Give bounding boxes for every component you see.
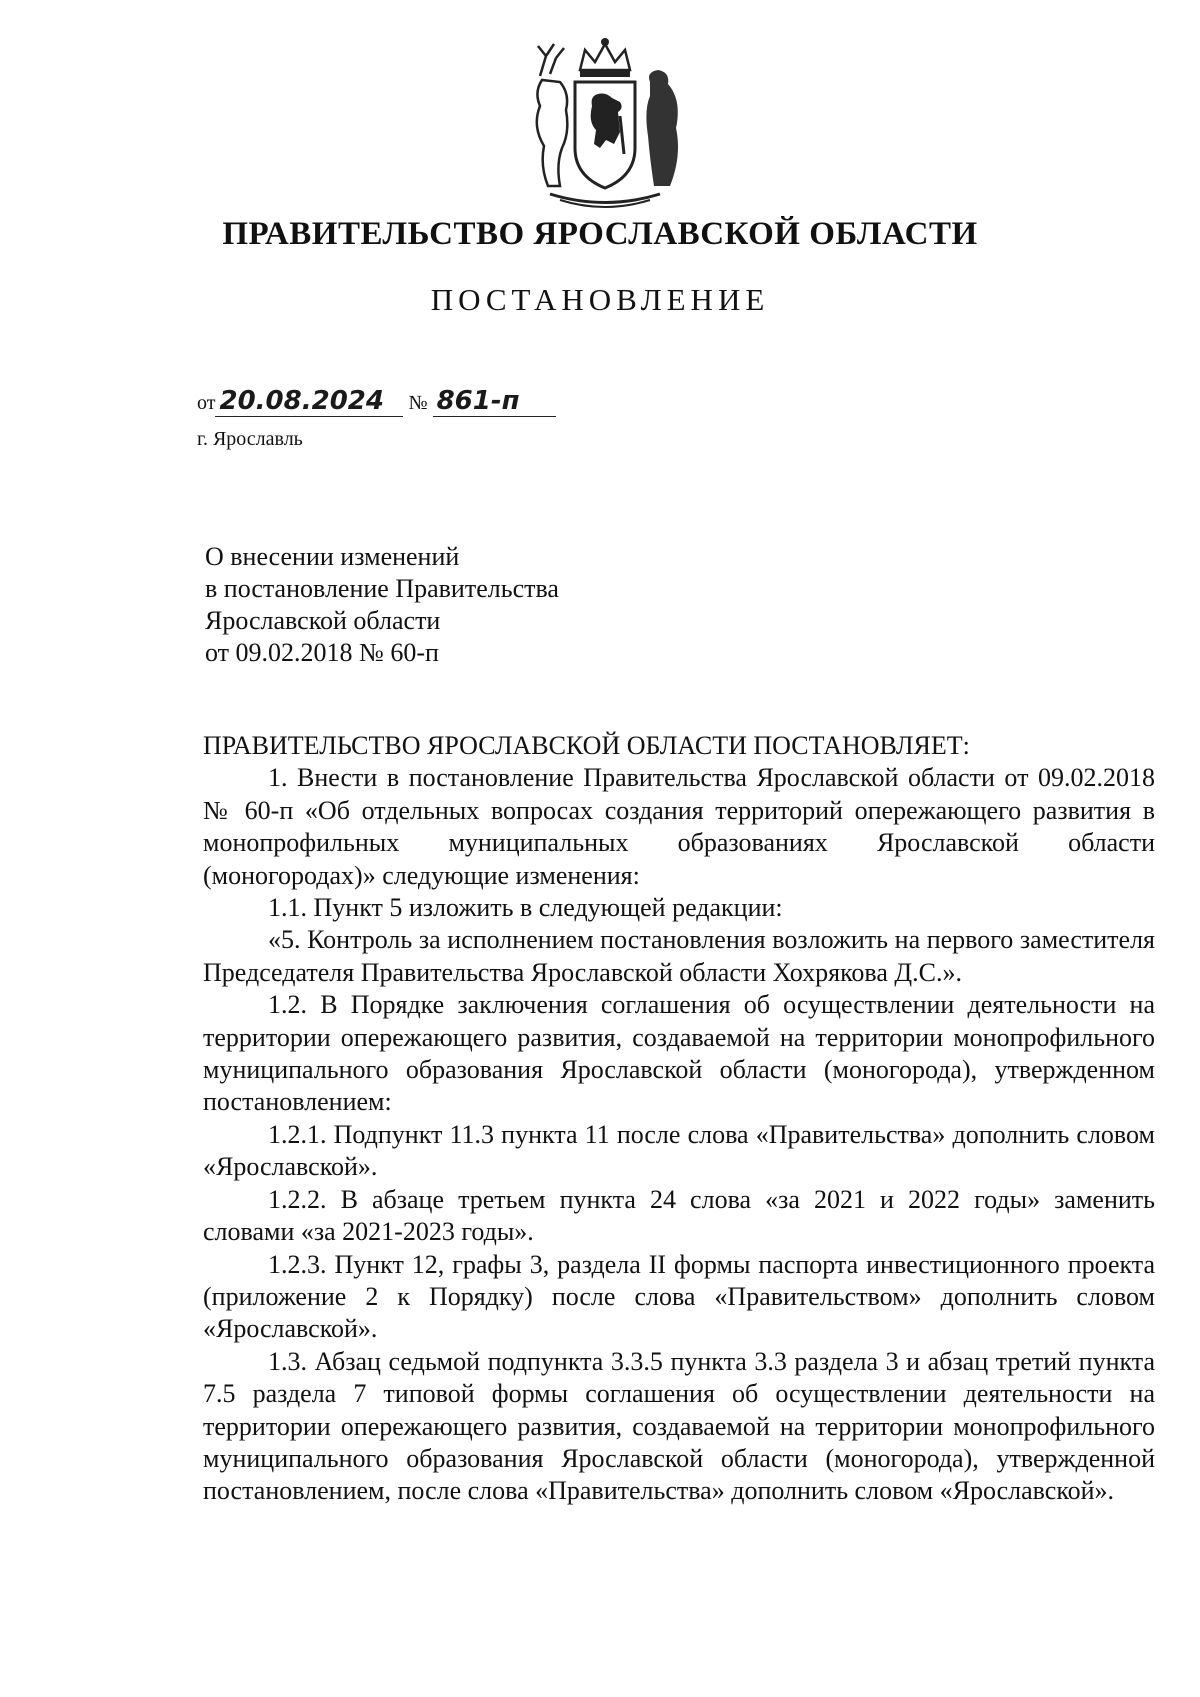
document-number: 861-п bbox=[433, 386, 556, 417]
paragraph-1-2-1: 1.2.1. Подпункт 11.3 пункта 11 после слова «Правительства» дополнить словом «Ярославской». bbox=[203, 1119, 1155, 1182]
government-title: ПРАВИТЕЛЬСТВО ЯРОСЛАВСКОЙ ОБЛАСТИ bbox=[222, 216, 978, 252]
subject-line: в постановление Правительства bbox=[205, 574, 559, 603]
document-subject bbox=[205, 541, 559, 669]
subject-line: Ярославской области bbox=[205, 606, 441, 635]
document-body bbox=[203, 730, 1155, 1508]
paragraph-1-2: 1.2. В Порядке заключения соглашения об осуществлении деятельности на территории опережающего развития, создаваемой на территории монопрофильного муниципального образования Ярославской области (моногорода), утвержденном постановлением: bbox=[203, 990, 1155, 1117]
subject-line: О внесении изменений bbox=[205, 542, 460, 571]
subject-line: от 09.02.2018 № 60-п bbox=[205, 638, 439, 667]
registration-line bbox=[197, 386, 556, 417]
coat-of-arms-icon bbox=[520, 36, 690, 211]
paragraph-1-2-2: 1.2.2. В абзаце третьем пункта 24 слова «за 2021 и 2022 годы» заменить словами «за 2021-2023 годы». bbox=[203, 1184, 1155, 1247]
resolution-lead: ПРАВИТЕЛЬСТВО ЯРОСЛАВСКОЙ ОБЛАСТИ ПОСТАНОВЛЯЕТ: bbox=[203, 731, 970, 760]
date-prefix: от bbox=[197, 392, 216, 414]
paragraph-1-1: 1.1. Пункт 5 изложить в следующей редакции: bbox=[268, 893, 783, 923]
document-date: 20.08.2024 bbox=[215, 386, 403, 417]
paragraph-1-2-3: 1.2.3. Пункт 12, графы 3, раздела II формы паспорта инвестиционного проекта (приложение 2 к Порядку) после слова «Правительством» дополнить словом «Ярославской». bbox=[203, 1249, 1155, 1344]
document-type: ПОСТАНОВЛЕНИЕ bbox=[430, 282, 770, 317]
number-prefix: № bbox=[408, 392, 428, 414]
paragraph-1-3: 1.3. Абзац седьмой подпункта 3.3.5 пункта 3.3 раздела 3 и абзац третий пункта 7.5 раздела 7 типовой формы соглашения об осуществлении деятельности на территории опережающего развития, создаваемой на территории монопрофильного муниципального образования Ярославской области (моногорода), утвержденной постановлением, после слова «Правительства» дополнить словом «Ярославской». bbox=[203, 1346, 1155, 1506]
paragraph-1-1-text: «5. Контроль за исполнением постановления возложить на первого заместителя Председателя Правительства Ярославской области Хохрякова Д.С.». bbox=[203, 925, 1155, 987]
city: г. Ярославль bbox=[197, 428, 303, 450]
paragraph-1: 1. Внести в постановление Правительства Ярославской области от 09.02.2018 № 60-п «Об отдельных вопросах создания территорий опережающего развития в монопрофильных муниципальных образованиях Ярославской области (моногородах)» следующие изменения: bbox=[203, 763, 1155, 890]
